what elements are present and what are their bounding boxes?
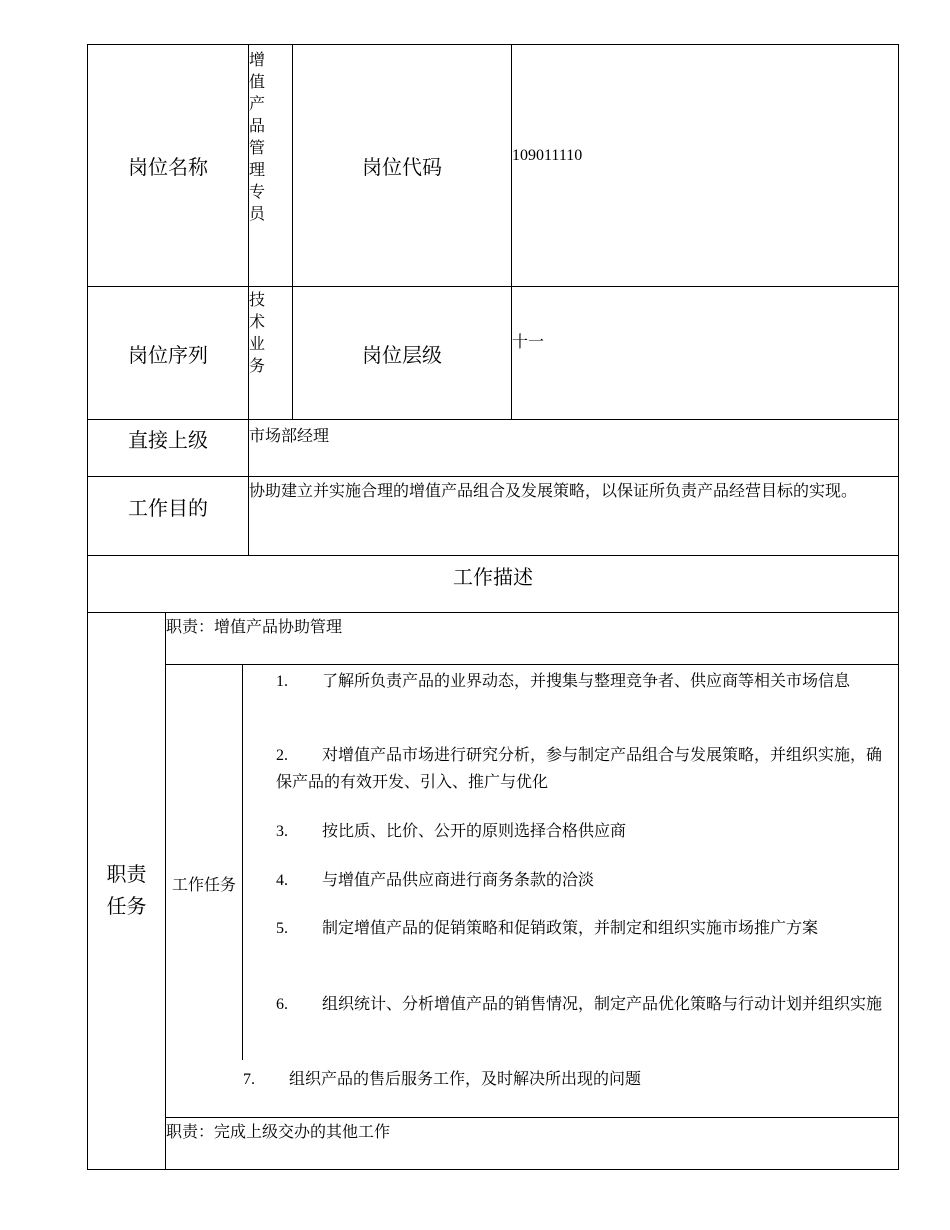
supervisor-value: 市场部经理 <box>249 428 330 445</box>
position-name-value: 增值产品管理专员 <box>249 52 266 223</box>
task-item: 1. 了解所负责产品的业界动态，并搜集与整理竞争者、供应商等相关市场信息 <box>276 673 851 690</box>
supervisor-label: 直接上级 <box>128 429 208 452</box>
task-item: 4. 与增值产品供应商进行商务条款的洽淡 <box>276 872 595 889</box>
row-divider <box>165 1117 899 1118</box>
position-level-label: 岗位层级 <box>362 344 442 367</box>
duty-label <box>88 612 165 1170</box>
position-code-label: 岗位代码 <box>362 157 442 179</box>
task-item: 5. 制定增值产品的促销策略和促销政策，并制定和组织实施市场推广方案 <box>276 920 819 937</box>
task-item: 3. 按比质、比价、公开的原则选择合格供应商 <box>276 823 627 840</box>
job-purpose-value: 协助建立并实施合理的增值产品组合及发展策略，以保证所负责产品经营目标的实现。 <box>249 483 858 500</box>
row-divider <box>165 664 899 665</box>
position-level-value: 十一 <box>512 334 545 351</box>
task-item: 7. 组织产品的售后服务工作，及时解决所出现的问题 <box>243 1071 642 1088</box>
task-label <box>166 665 242 1107</box>
task-item: 2. 对增值产品市场进行研究分析，参与制定产品组合与发展策略，并组织实施，确保产品的有效开发、引入、推广与优化 <box>276 747 883 791</box>
section-title: 工作描述 <box>453 566 533 589</box>
column-divider <box>242 664 243 1060</box>
position-name-label: 岗位名称 <box>128 157 208 179</box>
position-sequence-label: 岗位序列 <box>128 344 208 367</box>
row-divider <box>87 612 899 613</box>
position-code-value: 109011110 <box>512 147 583 164</box>
task-item: 6. 组织统计、分析增值产品的销售情况，制定产品优化策略与行动计划并组织实施 <box>276 996 883 1013</box>
duty1-title: 职责：增值产品协助管理 <box>166 619 343 636</box>
duty-label-text: 职责任务 <box>106 864 147 918</box>
column-divider <box>511 44 512 420</box>
duty2-title: 职责：完成上级交办的其他工作 <box>166 1124 391 1141</box>
task-label-text: 工作任务 <box>172 877 237 894</box>
job-purpose-label: 工作目的 <box>128 497 208 520</box>
position-sequence-value: 技术业务 <box>249 292 266 375</box>
